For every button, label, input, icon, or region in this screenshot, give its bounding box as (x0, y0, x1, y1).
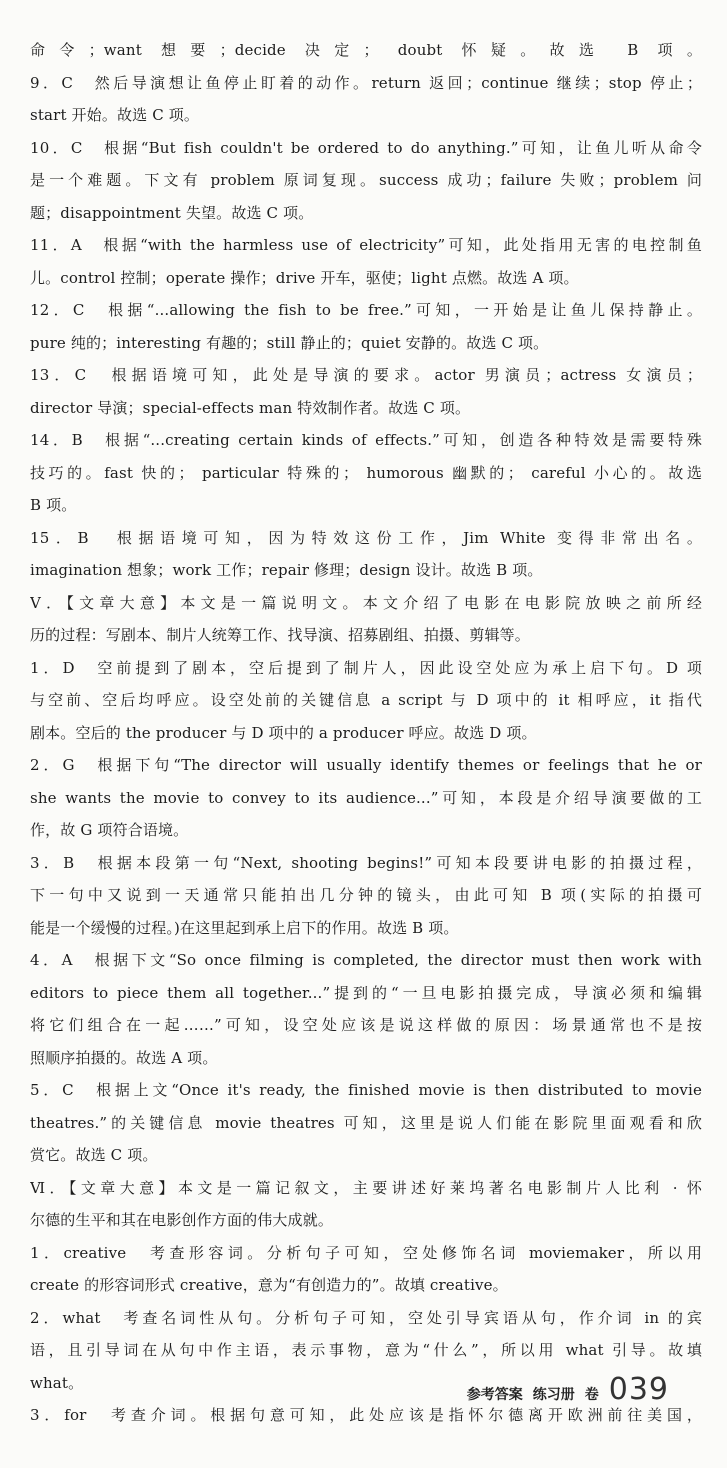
text-line: imagination 想象；work 工作；repair 修理；design 设计。故选 B 项。 (30, 561, 543, 579)
text-line: 3．for 考查介词。根据句意可知，此处应该是指怀尔德离开欧洲前往美国， (30, 1406, 702, 1424)
text-line: Ⅵ．【文章大意】本文是一篇记叙文，主要讲述好莱坞著名电影制片人比利 · 怀 (30, 1178, 702, 1197)
text-line: 下一句中又说到一天通常只能拍出几分钟的镜头，由此可知 B 项(实际的拍摄可 (30, 886, 702, 904)
text-line: 14．B 根据“...creating certain kinds of effects.”可知，创造各种特效是需要特殊 (30, 431, 702, 449)
text-line: create 的形容词形式 creative，意为“有创造力的”。故填 creative。 (30, 1276, 508, 1294)
text-line: 1．creative 考查形容词。分析句子可知，空处修饰名词 moviemaker，所以用 (30, 1243, 702, 1262)
text-line: 11．A 根据“with the harmless use of electricity”可知，此处指用无害的电控制鱼 (30, 236, 702, 254)
text-line: what。 (30, 1373, 84, 1392)
text-line: 2．G 根据下句“The director will usually identify themes or feelings that he or (30, 756, 702, 774)
text-line: 将它们组合在一起……”可知，设空处应该是说这样做的原因：场景通常也不是按 (30, 1016, 702, 1034)
text-line: 2．what 考查名词性从句。分析句子可知，空处引导宾语从句，作介词 in 的宾 (30, 1308, 702, 1327)
text-line: 能是一个缓慢的过程。)在这里起到承上启下的作用。故选 B 项。 (30, 918, 459, 937)
text-line: 技巧的。fast 快的； particular 特殊的； humorous 幽默的； careful 小心的。故选 (30, 463, 702, 482)
text-line: 是一个难题。下文有 problem 原词复现。success 成功；failure 失败；problem 问 (30, 171, 702, 189)
text-line: editors to piece them all together...”提到的“一旦电影拍摄完成，导演必须和编辑 (30, 983, 702, 1002)
text-line: start 开始。故选 C 项。 (30, 106, 200, 124)
text-line: 儿。control 控制；operate 操作；drive 开车，驱使；light 点燃。故选 A 项。 (30, 268, 579, 287)
answer-text-block (30, 34, 702, 1432)
footer-volume-label: 卷 (584, 1387, 599, 1403)
text-line: Ⅴ．【文章大意】本文是一篇说明文。本文介绍了电影在电影院放映之前所经 (30, 593, 702, 612)
text-line: 历的过程：写剧本、制片人统筹工作、找导演、招募剧组、拍摄、剪辑等。 (30, 626, 530, 644)
text-line: 作，故 G 项符合语境。 (30, 821, 189, 839)
text-line: 尔德的生平和其在电影创作方面的伟大成就。 (30, 1211, 334, 1229)
text-line: 语，且引导词在从句中作主语，表示事物，意为“什么”，所以用 what 引导。故填 (30, 1341, 702, 1359)
footer-answers-label: 参考答案 (466, 1387, 523, 1403)
text-line: 题；disappointment 失望。故选 C 项。 (30, 203, 314, 222)
text-line: she wants the movie to convey to its audience...”可知，本段是介绍导演要做的工 (30, 788, 702, 807)
text-line: 5．C 根据上文“Once it's ready, the finished movie is then distributed to movie (30, 1081, 702, 1099)
text-line: B 项。 (30, 496, 77, 514)
text-line: 9．C 然后导演想让鱼停止盯着的动作。return 返回；continue 继续；stop 停止； (30, 73, 702, 92)
text-line: 与空前、空后均呼应。设空处前的关键信息 a script 与 D 项中的 it 相呼应，it 指代 (30, 691, 702, 709)
page-number: 039 (608, 1372, 669, 1407)
text-line: 3．B 根据本段第一句“Next, shooting begins!”可知本段要讲电影的拍摄过程， (30, 853, 702, 872)
text-line: 12．C 根据“...allowing the fish to be free.”可知，一开始是让鱼儿保持静止。 (30, 301, 702, 319)
text-line: 13．C 根据语境可知，此处是导演的要求。actor 男演员；actress 女演员； (30, 366, 702, 384)
text-line: 4．A 根据下文“So once filming is completed, the director must then work with (30, 951, 702, 969)
page-footer (467, 1372, 669, 1407)
text-line: 15．B 根据语境可知，因为特效这份工作，Jim White 变得非常出名。 (30, 528, 702, 547)
text-line: director 导演；special-effects man 特效制作者。故选 C 项。 (30, 398, 471, 417)
footer-workbook-label: 练习册 (532, 1387, 575, 1403)
text-line: theatres.”的关键信息 movie theatres 可知，这里是说人们能在影院里面观看和欣 (30, 1113, 702, 1132)
text-line: 照顺序拍摄的。故选 A 项。 (30, 1048, 218, 1067)
text-line: 剧本。空后的 the producer 与 D 项中的 a producer 呼应。故选 D 项。 (30, 723, 537, 742)
text-line: 1．D 空前提到了剧本，空后提到了制片人，因此设空处应为承上启下句。D 项 (30, 658, 702, 677)
text-line: pure 纯的；interesting 有趣的；still 静止的；quiet 安静的。故选 C 项。 (30, 333, 549, 352)
text-line: 命令；want 想要；decide 决定； doubt 怀疑。故选 B 项。 (30, 41, 702, 59)
text-line: 10．C 根据“But fish couldn't be ordered to do anything.”可知，让鱼儿听从命令 (30, 138, 702, 157)
text-line: 赏它。故选 C 项。 (30, 1146, 158, 1164)
